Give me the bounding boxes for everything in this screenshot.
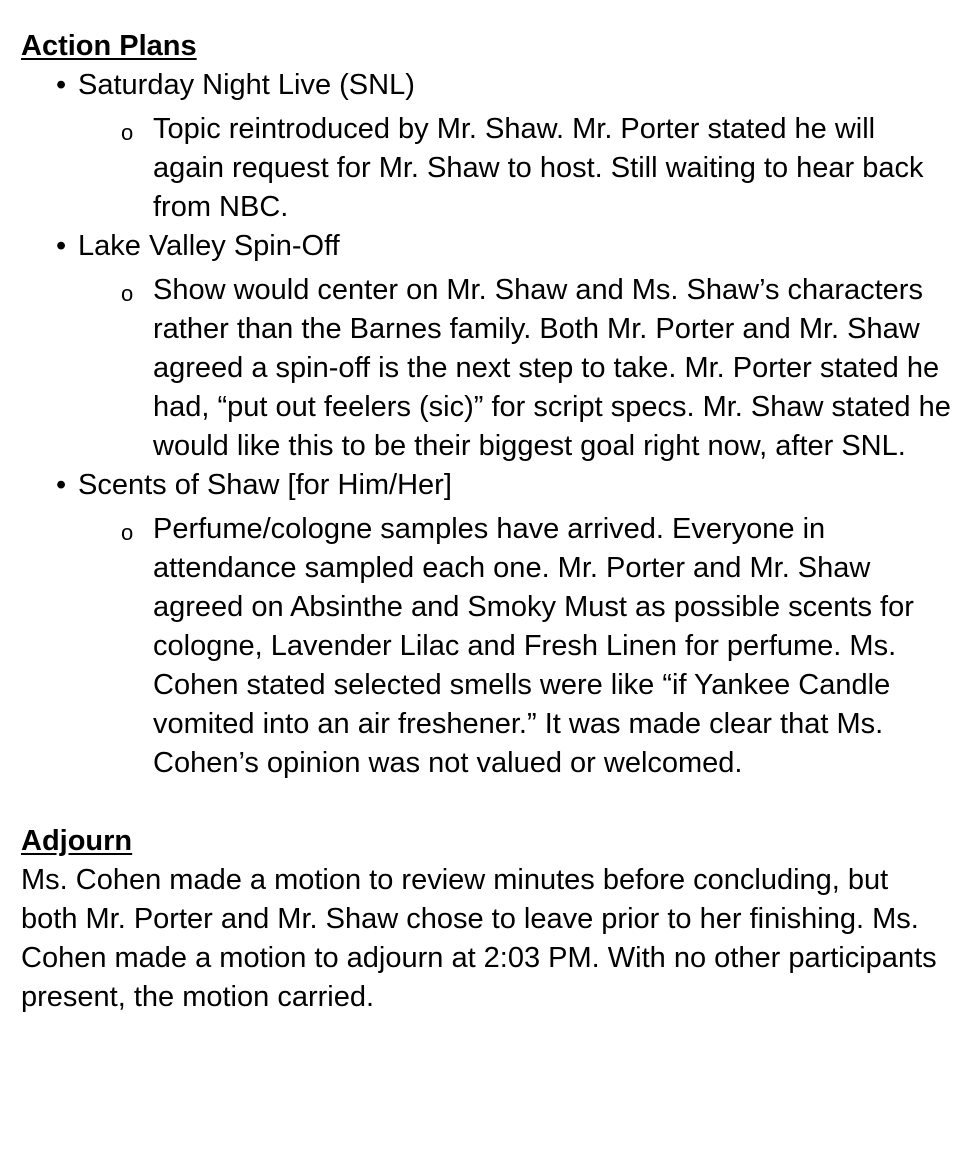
action-item-title: Saturday Night Live (SNL)	[78, 69, 415, 101]
action-item-snl	[21, 66, 961, 105]
action-item-lake-valley	[21, 227, 961, 266]
action-item-note-scents	[21, 510, 953, 783]
section-spacer	[21, 783, 961, 822]
action-item-note-lake-valley	[21, 271, 953, 466]
bullet-icon: •	[56, 230, 67, 262]
action-item-note-text: Show would center on Mr. Shaw and Ms. Shaw’s characters rather than the Barnes family. Both Mr. Porter and Mr. Shaw agreed a spin-off is the next step to take. Mr. Porter stated he had, “put out feelers (sic)” for script specs. Mr. Shaw stated he would like this to be their biggest goal right now, after SNL.	[153, 274, 951, 462]
adjourn-heading: Adjourn	[21, 825, 133, 857]
document-page	[21, 27, 961, 1017]
bullet-icon: •	[56, 469, 67, 501]
action-item-title: Lake Valley Spin-Off	[78, 230, 340, 262]
circle-bullet-icon: o	[121, 120, 134, 145]
adjourn-paragraph: Ms. Cohen made a motion to review minutes before concluding, but both Mr. Porter and Mr. Shaw chose to leave prior to her finishing. Ms. Cohen made a motion to adjourn at 2:03 PM. With no other participants present, the motion carried.	[21, 864, 937, 1013]
action-item-scents	[21, 466, 961, 505]
action-item-title: Scents of Shaw [for Him/Her]	[78, 469, 452, 501]
bullet-icon: •	[56, 69, 67, 101]
action-item-note-text: Perfume/cologne samples have arrived. Everyone in attendance sampled each one. Mr. Porter and Mr. Shaw agreed on Absinthe and Smoky Must as possible scents for cologne, Lavender Lilac and Fresh Linen for perfume. Ms. Cohen stated selected smells were like “if Yankee Candle vomited into an air freshener.” It was made clear that Ms. Cohen’s opinion was not valued or welcomed.	[153, 513, 914, 779]
circle-bullet-icon: o	[121, 520, 134, 545]
circle-bullet-icon: o	[121, 281, 134, 306]
action-plans-heading: Action Plans	[21, 30, 197, 62]
action-item-note-text: Topic reintroduced by Mr. Shaw. Mr. Porter stated he will again request for Mr. Shaw to host. Still waiting to hear back from NBC.	[153, 113, 924, 223]
action-item-note-snl	[21, 110, 953, 227]
